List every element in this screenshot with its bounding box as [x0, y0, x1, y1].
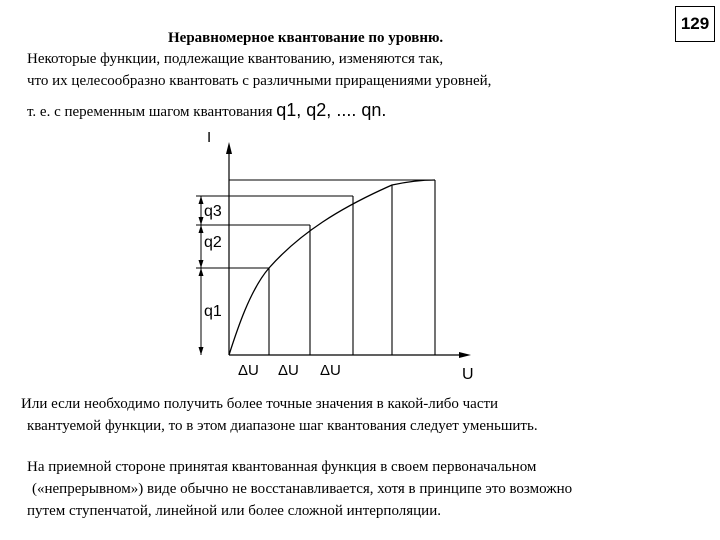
intro-line-1: Некоторые функции, подлежащие квантованию, изменяются так, — [27, 51, 444, 67]
paragraph3-line-3: путем ступенчатой, линейной или более сложной интерполяции. — [27, 503, 441, 519]
label-delta-u-2: ΔU — [278, 362, 299, 379]
label-delta-u-1: ΔU — [238, 362, 259, 379]
x-axis-arrow — [459, 352, 471, 358]
paragraph2-line-2: квантуемой функции, то в этом диапазоне шаг квантования следует уменьшить. — [27, 418, 538, 434]
dim-arrow-q2-top — [199, 225, 204, 233]
dim-arrow-q1-bottom — [199, 347, 204, 355]
dim-arrow-q3-top — [199, 196, 204, 204]
label-q1: q1 — [204, 303, 222, 320]
quantization-steps-list: q1, q2, .... qn. — [276, 100, 387, 120]
label-q3: q3 — [204, 203, 222, 220]
y-axis-arrow — [226, 142, 232, 154]
x-axis-label: U — [462, 366, 474, 383]
dim-arrow-q2-bottom — [199, 260, 204, 268]
label-delta-u-3: ΔU — [320, 362, 341, 379]
paragraph3-line-2: («непрерывном») виде обычно не восстанавливается, хотя в принципе это возможно — [32, 481, 573, 497]
paragraph2-line-1: Или если необходимо получить более точные значения в какой-либо части — [21, 396, 499, 412]
page-number: 129 — [680, 14, 710, 33]
dim-arrow-q3-bottom — [199, 217, 204, 225]
label-q2: q2 — [204, 234, 222, 251]
section-title: Неравномерное квантование по уровню. — [168, 30, 444, 46]
intro-line-3-text: т. е. с переменным шагом квантования — [27, 104, 277, 120]
y-axis-label: I — [207, 129, 212, 146]
paragraph3-line-1: На приемной стороне принятая квантованная функция в своем первоначальном — [27, 459, 537, 475]
dim-arrow-q1-top — [199, 268, 204, 276]
intro-line-2: что их целесообразно квантовать с различными приращениями уровней, — [27, 73, 492, 89]
